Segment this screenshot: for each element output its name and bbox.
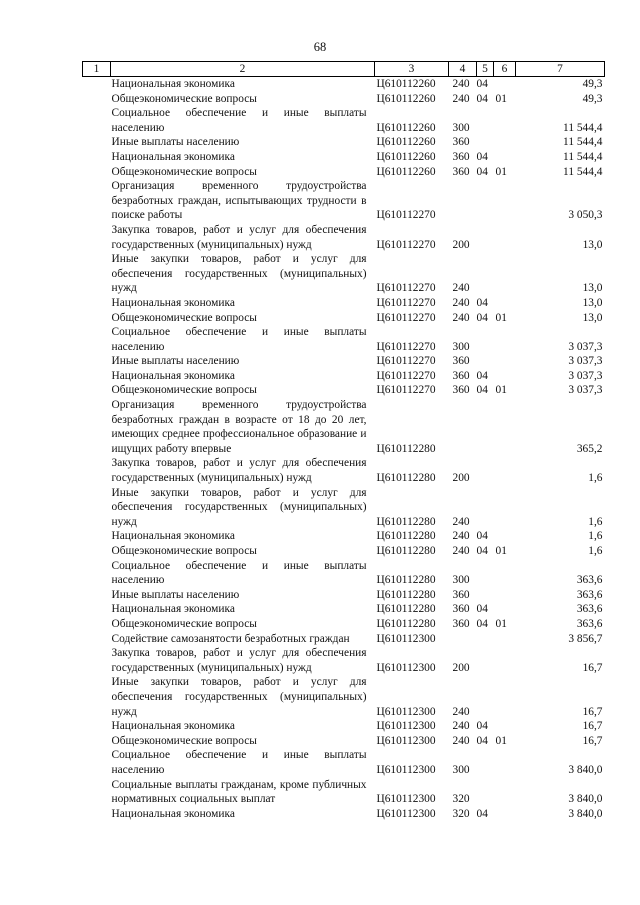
row-amount: 1,6 bbox=[588, 545, 603, 557]
row-expense-type: 360 bbox=[452, 384, 470, 397]
row-number-cell bbox=[83, 544, 111, 559]
row-target-code: Ц610112260 bbox=[376, 78, 436, 90]
row-amount: 11 544,4 bbox=[563, 136, 603, 149]
table-row bbox=[83, 296, 605, 311]
row-name: Социальное обеспечение и иные выплаты населению bbox=[111, 749, 367, 776]
row-subsection bbox=[494, 296, 516, 311]
row-name: Национальная экономика bbox=[111, 369, 235, 382]
table-row bbox=[83, 617, 605, 632]
row-name: Национальная экономика bbox=[111, 807, 235, 820]
row-target-code: Ц610112280 bbox=[376, 574, 436, 587]
row-subsection bbox=[494, 135, 516, 150]
table-row bbox=[83, 529, 605, 544]
row-target-code: Ц610112280 bbox=[376, 588, 436, 601]
row-subsection bbox=[494, 748, 516, 777]
row-expense-type: 240 bbox=[452, 734, 470, 747]
row-target-code: Ц610112270 bbox=[376, 238, 436, 251]
header-col-6: 6 bbox=[494, 62, 516, 77]
row-number-cell bbox=[83, 135, 111, 150]
row-target-code: Ц610112300 bbox=[376, 705, 436, 718]
row-name: Общеэкономические вопросы bbox=[111, 384, 257, 397]
row-amount: 3 037,3 bbox=[568, 355, 603, 368]
row-subsection bbox=[494, 398, 516, 456]
row-subsection bbox=[494, 529, 516, 544]
row-amount: 13,0 bbox=[582, 282, 603, 295]
row-amount: 3 840,0 bbox=[568, 763, 603, 776]
row-subsection bbox=[494, 252, 516, 296]
row-amount: 3 037,3 bbox=[568, 384, 603, 397]
row-subsection: 01 bbox=[495, 734, 507, 747]
header-col-3: 3 bbox=[375, 62, 449, 77]
row-amount: 11 544,4 bbox=[563, 121, 603, 134]
header-col-5: 5 bbox=[477, 62, 494, 77]
table-row bbox=[83, 778, 605, 807]
row-number-cell bbox=[83, 486, 111, 530]
row-section: 04 bbox=[476, 720, 488, 733]
row-amount: 3 840,0 bbox=[568, 807, 603, 820]
row-name: Общеэкономические вопросы bbox=[111, 734, 257, 747]
row-expense-type: 200 bbox=[452, 238, 470, 251]
row-amount: 363,6 bbox=[576, 603, 603, 616]
row-subsection bbox=[494, 632, 516, 647]
table-row bbox=[83, 106, 605, 135]
table-row bbox=[83, 354, 605, 369]
row-expense-type: 320 bbox=[452, 807, 470, 820]
table-row bbox=[83, 456, 605, 485]
row-subsection bbox=[494, 602, 516, 617]
row-subsection bbox=[494, 179, 516, 223]
row-expense-type: 360 bbox=[452, 588, 470, 601]
row-number-cell bbox=[83, 296, 111, 311]
row-section: 04 bbox=[476, 296, 488, 309]
row-target-code: Ц610112260 bbox=[376, 150, 436, 163]
row-expense-type: 360 bbox=[452, 355, 470, 368]
row-amount: 365,2 bbox=[576, 442, 603, 455]
row-expense-type: 360 bbox=[452, 603, 470, 616]
row-expense-type: 240 bbox=[452, 311, 470, 324]
row-amount: 363,6 bbox=[576, 574, 603, 587]
row-section: 04 bbox=[476, 545, 488, 557]
row-section: 04 bbox=[476, 530, 488, 543]
row-name: Иные закупки товаров, работ и услуг для обеспечения государственных (муниципальных) нужд bbox=[111, 676, 367, 718]
table-row bbox=[83, 602, 605, 617]
row-target-code: Ц610112300 bbox=[376, 793, 436, 806]
row-amount: 1,6 bbox=[588, 530, 603, 543]
row-section: 04 bbox=[476, 369, 488, 382]
row-subsection bbox=[494, 646, 516, 675]
table-header bbox=[83, 62, 605, 77]
row-section bbox=[477, 748, 494, 777]
row-name: Социальное обеспечение и иные выплаты населению bbox=[111, 107, 367, 134]
row-expense-type: 240 bbox=[452, 296, 470, 309]
row-target-code: Ц610112260 bbox=[376, 92, 436, 105]
table-body bbox=[83, 77, 605, 822]
row-target-code: Ц610112270 bbox=[376, 311, 436, 324]
row-name: Социальное обеспечение и иные выплаты населению bbox=[111, 326, 367, 353]
row-section bbox=[477, 675, 494, 719]
row-name: Общеэкономические вопросы bbox=[111, 165, 257, 178]
row-section: 04 bbox=[476, 603, 488, 616]
row-name: Национальная экономика bbox=[111, 78, 235, 90]
row-expense-type: 360 bbox=[452, 150, 470, 163]
row-subsection bbox=[494, 588, 516, 603]
row-target-code: Ц610112280 bbox=[376, 442, 436, 455]
row-name: Закупка товаров, работ и услуг для обеспечения государственных (муниципальных) нужд bbox=[111, 647, 367, 674]
table-row bbox=[83, 748, 605, 777]
row-amount: 1,6 bbox=[588, 515, 603, 528]
row-expense-type: 240 bbox=[452, 545, 470, 557]
row-number-cell bbox=[83, 719, 111, 734]
table-row bbox=[83, 646, 605, 675]
row-subsection: 01 bbox=[495, 617, 507, 630]
header-col-2: 2 bbox=[111, 62, 375, 77]
row-number-cell bbox=[83, 588, 111, 603]
row-number-cell bbox=[83, 748, 111, 777]
row-target-code: Ц610112260 bbox=[376, 136, 436, 149]
row-amount: 49,3 bbox=[582, 78, 603, 90]
row-section bbox=[477, 398, 494, 456]
row-amount: 3 856,7 bbox=[568, 632, 603, 645]
row-section: 04 bbox=[476, 617, 488, 630]
row-name: Общеэкономические вопросы bbox=[111, 311, 257, 324]
row-expense-type: 200 bbox=[452, 661, 470, 674]
row-number-cell bbox=[83, 383, 111, 398]
row-subsection: 01 bbox=[495, 384, 507, 397]
row-name: Общеэкономические вопросы bbox=[111, 92, 257, 105]
row-number-cell bbox=[83, 632, 111, 647]
table-row bbox=[83, 383, 605, 398]
row-amount: 363,6 bbox=[576, 617, 603, 630]
row-expense-type: 300 bbox=[452, 574, 470, 587]
row-number-cell bbox=[83, 311, 111, 326]
row-expense-type: 360 bbox=[452, 165, 470, 178]
row-section bbox=[477, 135, 494, 150]
row-subsection bbox=[494, 719, 516, 734]
row-number-cell bbox=[83, 223, 111, 252]
table-row bbox=[83, 369, 605, 384]
row-amount: 11 544,4 bbox=[563, 165, 603, 178]
row-amount: 3 050,3 bbox=[568, 209, 603, 222]
table-row bbox=[83, 92, 605, 107]
row-target-code: Ц610112270 bbox=[376, 355, 436, 368]
row-section bbox=[477, 106, 494, 135]
row-section bbox=[477, 559, 494, 588]
row-section bbox=[477, 588, 494, 603]
row-name: Иные закупки товаров, работ и услуг для обеспечения государственных (муниципальных) нужд bbox=[111, 253, 367, 295]
row-target-code: Ц610112280 bbox=[376, 472, 436, 485]
row-amount: 16,7 bbox=[582, 661, 603, 674]
row-number-cell bbox=[83, 456, 111, 485]
row-expense-type bbox=[449, 179, 477, 223]
row-expense-type: 240 bbox=[452, 530, 470, 543]
row-target-code: Ц610112300 bbox=[376, 807, 436, 820]
row-section bbox=[477, 778, 494, 807]
row-section: 04 bbox=[476, 78, 488, 90]
row-number-cell bbox=[83, 150, 111, 165]
row-amount: 16,7 bbox=[582, 720, 603, 733]
row-name: Национальная экономика bbox=[111, 603, 235, 616]
header-col-7: 7 bbox=[516, 62, 605, 77]
row-target-code: Ц610112270 bbox=[376, 384, 436, 397]
row-subsection: 01 bbox=[495, 545, 507, 557]
row-target-code: Ц610112300 bbox=[376, 632, 436, 645]
row-target-code: Ц610112260 bbox=[376, 165, 436, 178]
row-section bbox=[477, 354, 494, 369]
table-row bbox=[83, 486, 605, 530]
row-amount: 3 840,0 bbox=[568, 793, 603, 806]
row-subsection: 01 bbox=[495, 165, 507, 178]
row-name: Национальная экономика bbox=[111, 150, 235, 163]
row-section bbox=[477, 456, 494, 485]
row-number-cell bbox=[83, 675, 111, 719]
row-name: Организация временного трудоустройства безработных граждан, испытывающих трудности в поиске работы bbox=[111, 180, 367, 222]
row-name: Национальная экономика bbox=[111, 720, 235, 733]
row-section: 04 bbox=[476, 311, 488, 324]
row-target-code: Ц610112300 bbox=[376, 720, 436, 733]
row-target-code: Ц610112280 bbox=[376, 617, 436, 630]
row-number-cell bbox=[83, 252, 111, 296]
row-number-cell bbox=[83, 807, 111, 822]
row-subsection bbox=[494, 150, 516, 165]
row-number-cell bbox=[83, 646, 111, 675]
row-name: Иные закупки товаров, работ и услуг для обеспечения государственных (муниципальных) нужд bbox=[111, 486, 367, 528]
row-subsection bbox=[494, 106, 516, 135]
row-number-cell bbox=[83, 778, 111, 807]
row-target-code: Ц610112300 bbox=[376, 734, 436, 747]
table-row bbox=[83, 77, 605, 92]
row-section bbox=[477, 179, 494, 223]
table-row bbox=[83, 325, 605, 354]
row-amount: 16,7 bbox=[582, 734, 603, 747]
row-expense-type: 240 bbox=[452, 78, 470, 90]
row-name: Закупка товаров, работ и услуг для обеспечения государственных (муниципальных) нужд bbox=[111, 457, 367, 485]
row-expense-type: 360 bbox=[452, 617, 470, 630]
row-number-cell bbox=[83, 179, 111, 223]
table-row bbox=[83, 632, 605, 647]
row-expense-type: 360 bbox=[452, 136, 470, 149]
table-row bbox=[83, 179, 605, 223]
table-row bbox=[83, 165, 605, 180]
row-name: Иные выплаты населению bbox=[111, 355, 240, 368]
row-target-code: Ц610112280 bbox=[376, 515, 436, 528]
row-amount: 49,3 bbox=[582, 92, 603, 105]
row-amount: 3 037,3 bbox=[568, 369, 603, 382]
row-subsection bbox=[494, 675, 516, 719]
row-section: 04 bbox=[476, 734, 488, 747]
row-section bbox=[477, 486, 494, 530]
row-target-code: Ц610112270 bbox=[376, 340, 436, 353]
table-row bbox=[83, 150, 605, 165]
table-row bbox=[83, 311, 605, 326]
row-number-cell bbox=[83, 92, 111, 107]
row-expense-type: 300 bbox=[452, 763, 470, 776]
row-target-code: Ц610112270 bbox=[376, 282, 436, 295]
row-number-cell bbox=[83, 106, 111, 135]
row-target-code: Ц610112270 bbox=[376, 209, 436, 222]
row-number-cell bbox=[83, 77, 111, 92]
row-number-cell bbox=[83, 734, 111, 749]
table-row bbox=[83, 398, 605, 456]
row-name: Национальная экономика bbox=[111, 530, 235, 543]
row-expense-type: 320 bbox=[452, 793, 470, 806]
row-subsection: 01 bbox=[495, 92, 507, 105]
table-row bbox=[83, 252, 605, 296]
row-name: Социальные выплаты гражданам, кроме публичных нормативных социальных выплат bbox=[111, 778, 367, 806]
row-section bbox=[477, 646, 494, 675]
row-expense-type: 240 bbox=[452, 515, 470, 528]
row-target-code: Ц610112280 bbox=[376, 530, 436, 543]
row-subsection bbox=[494, 354, 516, 369]
row-subsection bbox=[494, 559, 516, 588]
row-subsection bbox=[494, 456, 516, 485]
row-amount: 1,6 bbox=[588, 472, 603, 485]
row-name: Общеэкономические вопросы bbox=[111, 545, 257, 557]
row-expense-type: 360 bbox=[452, 369, 470, 382]
row-amount: 13,0 bbox=[582, 238, 603, 251]
row-name: Общеэкономические вопросы bbox=[111, 617, 257, 630]
row-section: 04 bbox=[476, 92, 488, 105]
row-section bbox=[477, 325, 494, 354]
row-number-cell bbox=[83, 369, 111, 384]
row-target-code: Ц610112280 bbox=[376, 603, 436, 616]
row-subsection: 01 bbox=[495, 311, 507, 324]
row-number-cell bbox=[83, 354, 111, 369]
row-expense-type: 240 bbox=[452, 282, 470, 295]
row-expense-type: 300 bbox=[452, 340, 470, 353]
row-section: 04 bbox=[476, 165, 488, 178]
row-target-code: Ц610112260 bbox=[376, 121, 436, 134]
row-section: 04 bbox=[476, 807, 488, 820]
row-number-cell bbox=[83, 165, 111, 180]
row-name: Национальная экономика bbox=[111, 296, 235, 309]
row-name: Иные выплаты населению bbox=[111, 136, 240, 149]
row-section bbox=[477, 632, 494, 647]
table-row bbox=[83, 588, 605, 603]
row-target-code: Ц610112270 bbox=[376, 369, 436, 382]
row-amount: 3 037,3 bbox=[568, 340, 603, 353]
row-subsection bbox=[494, 807, 516, 822]
row-expense-type bbox=[449, 398, 477, 456]
row-target-code: Ц610112270 bbox=[376, 296, 436, 309]
row-name: Организация временного трудоустройства безработных граждан в возрасте от 18 до 20 лет, имеющих среднее профессиональное образование и ищущих работу впервые bbox=[111, 399, 367, 455]
table-row bbox=[83, 807, 605, 822]
row-expense-type: 240 bbox=[452, 705, 470, 718]
table-row bbox=[83, 135, 605, 150]
row-subsection bbox=[494, 223, 516, 252]
table-row bbox=[83, 719, 605, 734]
row-section: 04 bbox=[476, 150, 488, 163]
row-name: Закупка товаров, работ и услуг для обеспечения государственных (муниципальных) нужд bbox=[111, 223, 367, 251]
row-target-code: Ц610112280 bbox=[376, 545, 436, 557]
row-number-cell bbox=[83, 559, 111, 588]
row-expense-type: 300 bbox=[452, 121, 470, 134]
row-section bbox=[477, 252, 494, 296]
row-amount: 13,0 bbox=[582, 296, 603, 309]
row-subsection bbox=[494, 77, 516, 92]
row-number-cell bbox=[83, 325, 111, 354]
budget-table bbox=[82, 61, 605, 821]
row-name: Иные выплаты населению bbox=[111, 588, 240, 601]
row-subsection bbox=[494, 778, 516, 807]
row-expense-type: 200 bbox=[452, 472, 470, 485]
row-number-cell bbox=[83, 398, 111, 456]
row-section bbox=[477, 223, 494, 252]
row-subsection bbox=[494, 325, 516, 354]
row-expense-type: 240 bbox=[452, 720, 470, 733]
row-target-code: Ц610112300 bbox=[376, 661, 436, 674]
row-amount: 11 544,4 bbox=[563, 150, 603, 163]
row-number-cell bbox=[83, 617, 111, 632]
table-row bbox=[83, 734, 605, 749]
row-subsection bbox=[494, 486, 516, 530]
row-amount: 13,0 bbox=[582, 311, 603, 324]
row-target-code: Ц610112300 bbox=[376, 763, 436, 776]
row-name: Содействие самозанятости безработных граждан bbox=[111, 632, 350, 645]
table-row bbox=[83, 544, 605, 559]
row-amount: 16,7 bbox=[582, 705, 603, 718]
header-col-1: 1 bbox=[83, 62, 111, 77]
table-row bbox=[83, 223, 605, 252]
table-row bbox=[83, 675, 605, 719]
row-number-cell bbox=[83, 529, 111, 544]
table-row bbox=[83, 559, 605, 588]
row-expense-type bbox=[449, 632, 477, 647]
row-amount: 363,6 bbox=[576, 588, 603, 601]
header-col-4: 4 bbox=[449, 62, 477, 77]
row-number-cell bbox=[83, 602, 111, 617]
row-expense-type: 240 bbox=[452, 92, 470, 105]
page-number: 68 bbox=[313, 40, 327, 54]
row-section: 04 bbox=[476, 384, 488, 397]
row-name: Социальное обеспечение и иные выплаты населению bbox=[111, 559, 367, 587]
row-subsection bbox=[494, 369, 516, 384]
